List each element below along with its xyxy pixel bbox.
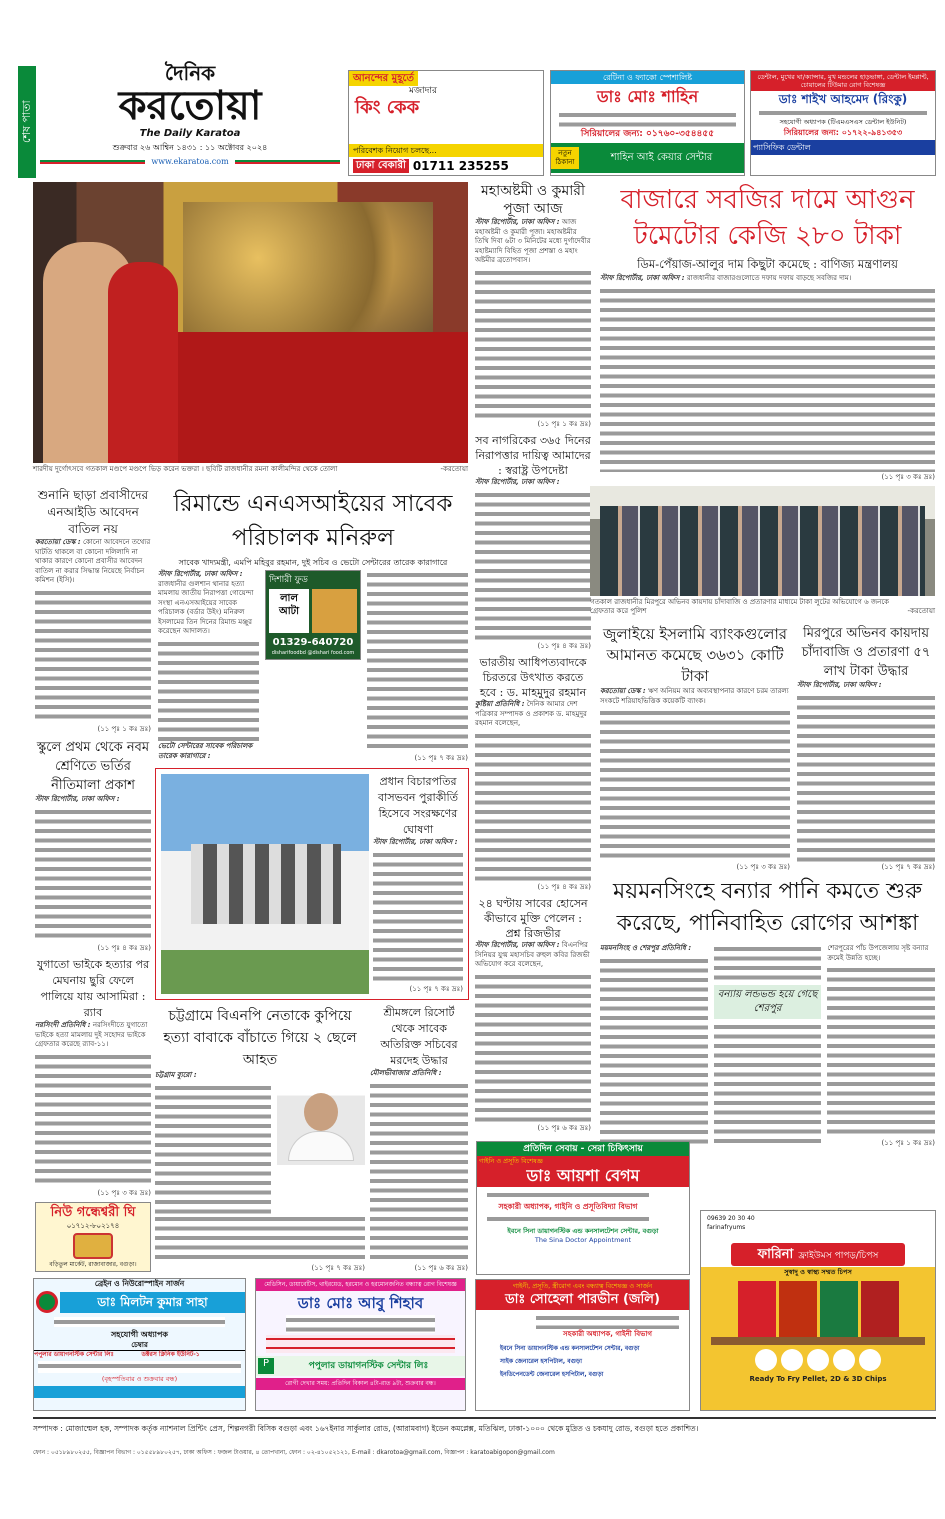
ad-center: পপুলার ডায়াগনস্টিক সেন্টার লিঃ — [34, 1351, 114, 1358]
headline-vegetables[interactable]: বাজারে সবজির দামে আগুন টমেটোর কেজি ২৮০ টাকা — [620, 185, 915, 251]
ad-designation: সহযোগী অধ্যাপক (টিএমএসএস ডেন্টাল ইউনিট) — [779, 118, 907, 126]
byline: স্টাফ রিপোর্টার, ঢাকা অফিস : — [797, 681, 882, 689]
masthead-prefix: দৈনিক — [164, 61, 216, 85]
ad-center: ইনডিপেনডেন্ট জেনারেল হসপিটাল, বগুড়া — [500, 1371, 604, 1378]
story-vegetables — [600, 274, 935, 284]
continued: (১১ পৃঃ ৬ কঃ দ্রঃ) — [414, 1264, 468, 1272]
continued: (১১ পৃঃ ৭ কঃ দ্রঃ) — [414, 754, 468, 762]
continued: (১১ পৃঃ ১ কঃ দ্রঃ) — [881, 1139, 936, 1147]
lead-story — [600, 182, 935, 482]
byline: কুষ্টিয়া প্রতিনিধি : — [475, 700, 525, 708]
masthead — [40, 62, 340, 180]
ad-doctor: ডাঃ মিলটন কুমার সাহা — [60, 1292, 245, 1313]
ad-dr-ayesha — [476, 1141, 690, 1275]
continued: (১১ পৃঃ ৩ কঃ দ্রঃ) — [97, 1189, 151, 1197]
ad-social: disharifoodbd @dishari food.com — [271, 650, 355, 656]
contact-info: ফোন : ০৫১৮৯৮০২৫৫, বিজ্ঞাপন বিভাগ : ০১৫৫৮৯৮০২৫৭, ঢাকা অফিস : ফজল টাওয়ার, ৪ তোপখানা, ফোন : ০২-৪১০৫২১২১, E-mail : dkarotoa@gmail.com, বিজ্ঞাপন : karatoabigopon@gmail.com — [33, 1449, 555, 1456]
byline: ময়মনসিংহ ও শেরপুর প্রতিনিধি : — [600, 944, 692, 952]
section-strip: শেষ পাতা — [18, 66, 36, 178]
story-text: রাজধানীর বাজারগুলোতে দফায় দফায় বাড়ছে সবজির দাম। — [686, 274, 852, 282]
story-india-lines — [475, 731, 591, 883]
story-saber-lines — [475, 972, 591, 1124]
ad-product: কিং কেক — [355, 97, 420, 118]
byline: স্টাফ রিপোর্টার, ঢাকা অফিস : — [158, 570, 243, 578]
story-text: নরসিংদীতে যুগাতো ভাইকে হত্যা মামলায় দুই সহোদর ভাইকে গ্রেফতার করেছে র‌্যাব-১১। — [35, 1021, 148, 1048]
caption-credit: -করতোয়া — [440, 465, 468, 473]
ad-header: ব্রেইন ও নিউরোস্পাইন সার্জন — [94, 1279, 185, 1288]
bank-story — [600, 624, 790, 872]
ad-notice: পরিবেশক নিয়োগ চলছে... — [349, 144, 543, 157]
ad-brand: দিশারী ফুড — [269, 575, 308, 585]
story-text: বিএনপির সিনিয়র যুগ্ম মহাসচিব রুহুল কবির রিজভী অভিযোগ করে বলেছেন, — [475, 941, 590, 968]
remand-sublead: ভেটো সেন্টারের সাবেক পরিচালক তারেক কারাগারে : — [158, 742, 253, 760]
ad-note: (বৃহস্পতিবার ও শুক্রবার বন্ধ) — [101, 1375, 178, 1383]
byline: করতোয়া ডেস্ক : — [35, 538, 81, 546]
headline-ctg[interactable]: চট্টগ্রামে বিএনপি নেতাকে কুপিয়ে হত্যা বাবাকে বাঁচাতে গিয়ে ২ ছেলে আহত — [163, 1008, 357, 1068]
headline-chief-justice[interactable]: প্রধান বিচারপতির বাসভবন পুরাকীর্তি হিসেবে সংরক্ষণের ঘোষণা — [378, 775, 458, 836]
ad-center: সাইক জেনারেল হসপিটাল, বগুড়া — [500, 1358, 582, 1365]
byline: স্টাফ রিপোর্টার, ঢাকা অফিস : — [475, 478, 560, 486]
headline-remand[interactable]: রিমান্ডে এনএসআইয়ের সাবেক পরিচালক মনিরুল — [173, 491, 453, 551]
story-srimangal — [370, 1081, 468, 1264]
subheadline-vegetables: ডিম-পেঁয়াজ-আলুর দাম কিছুটা কমেছে : বাণিজ্য মন্ত্রণালয় — [637, 257, 898, 271]
story-puja — [475, 218, 591, 266]
story-text: দৈনিক আমার দেশ পত্রিকার সম্পাদক ও প্রকাশক ড. মাহমুদুর রহমান বলেছেন, — [475, 700, 587, 727]
caption-credit: -করতোয়া — [907, 607, 935, 615]
headline-bank[interactable]: জুলাইয়ে ইসলামি ব্যাংকগুলোর আমানত কমেছে ৩৬৩১ কোটি টাকা — [602, 625, 788, 685]
caption-text: গতকাল রাজধানীর মিরপুরে অভিনব কায়দায় চাঁদাবাজি ও প্রতারণার মাধ্যমে টাকা লুটের অভিযোগে ৬ জনকে গ্রেফতার করে পুলিশ — [590, 598, 890, 615]
byline: করতোয়া ডেস্ক : — [600, 687, 646, 695]
ad-center: ইবনে সিনা ডায়াগনস্টিক এন্ড কনসালটেশন সেন্টার, বগুড়া — [500, 1345, 640, 1352]
ad-dr-shahin — [550, 70, 745, 176]
issue-date: শুক্রবার ২৬ আশ্বিন ১৪৩১ : ১১ অক্টোবর ২০২৪ — [112, 143, 268, 152]
story-security — [475, 490, 591, 642]
story-remand-lines — [158, 639, 259, 743]
ad-phone: ০১৭১২-৮০২১৭৪ — [66, 1222, 120, 1230]
ad-brand: ফারিনা — [757, 1247, 794, 1262]
chief-justice-box — [155, 768, 469, 1000]
ad-product: লাল আটা — [269, 589, 309, 633]
ad-social: farinafryums — [707, 1224, 746, 1231]
byline: নরসিংদী প্রতিনিধি : — [35, 1021, 91, 1029]
ad-specialty: গাইনি ও প্রসূতি বিশেষজ্ঞ — [479, 1157, 543, 1165]
ad-dr-abu-shihab — [255, 1278, 466, 1411]
ad-header: রেটিনা ও ফ্যাকো স্পেশালিষ্ট — [551, 71, 744, 84]
continued: (১১ পৃঃ ৪ কঃ দ্রঃ) — [537, 883, 591, 891]
website-link[interactable]: www.ekaratoa.com — [151, 157, 229, 166]
headline-nid[interactable]: শুনানি ছাড়া প্রবাসীদের এনআইডি আবেদন বাতিল নয় — [37, 488, 149, 536]
ad-phone: 09639 20 30 40 — [707, 1215, 755, 1222]
headline-school[interactable]: স্কুলে প্রথম থেকে নবম শ্রেণিতে ভর্তির নীতিমালা প্রকাশ — [36, 740, 150, 793]
ad-doctor: ডাঃ সোহেলা পারভীন (জলি) — [505, 1292, 660, 1307]
residence-photo — [161, 774, 369, 994]
story-flood-lines — [714, 1022, 822, 1148]
ad-center: ইবনে সিনা ডায়াগনস্টিক এন্ড কনসালটেশন সেন্টার, বগুড়া — [507, 1227, 659, 1235]
english-name: The Daily Karatoa — [139, 128, 241, 139]
ad-serial: সিরিয়ালের জন্য: ০১৭২২-৯৪১৩৫৩ — [783, 128, 903, 137]
continued: (১১ পৃঃ ৪ কঃ দ্রঃ) — [537, 642, 591, 650]
continued: (১১ পৃঃ ৭ কঃ দ্রঃ) — [409, 985, 463, 993]
headline-srimangal[interactable]: শ্রীমঙ্গলে রিসোর্ট থেকে সাবেক অতিরিক্ত সচিবের মরদেহ উদ্ধার — [380, 1006, 458, 1067]
column-briefs — [475, 182, 591, 1137]
ad-center: পপুলার ডায়াগনস্টিক সেন্টার লিঃ — [308, 1361, 429, 1371]
ad-doctor: ডাঃ শাইখ আহমেদ (রিংকু) — [778, 92, 908, 106]
ad-english: Ready To Fry Pellet, 2D & 3D Chips — [749, 1375, 887, 1383]
ad-tag: নতুন ঠিকানা — [551, 147, 579, 169]
ad-designation: সহকারী অধ্যাপক, গাইনি ও প্রসূতিবিদ্যা বিভাগ — [498, 1202, 638, 1211]
story-flood — [600, 956, 708, 1149]
ad-brand: নিউ গন্ধেশ্বরী ঘি — [50, 1205, 136, 1220]
ad-header: ডেন্টাল, মুখের ঘা/ক্যান্সার, মুখ মন্ডলের হাড়ভাঙ্গা, ডেন্টাল ইমপ্লান্ট, চোয়ালের টিউমার রোগ বিশেষজ্ঞ — [751, 71, 935, 91]
story-puja-lines — [475, 268, 591, 420]
byline: মৌলভীবাজার প্রতিনিধি : — [370, 1069, 442, 1077]
story-bank — [600, 687, 790, 706]
ad-address: বড়িতুল মার্কেট, রাজাবাজার, বগুড়া। — [49, 1261, 137, 1268]
story-saber — [475, 941, 591, 970]
ad-product: ফ্রাইউমস পাপড়/চিপস — [798, 1251, 879, 1261]
headline-mirpur[interactable]: মিরপুরে অভিনব কায়দায় চাঁদাবাজি ও প্রতারণা ৫৭ লাখ টাকা উদ্ধার — [801, 626, 931, 679]
emblem-icon — [36, 1291, 58, 1313]
ad-king-cake — [348, 70, 544, 176]
story-mirpur — [797, 693, 935, 863]
story-text: আজ মহাঅষ্টমী ও কুমারী পূজা। মহাঅষ্টমীর তিথি দিবা ৬টা ৩ মিনিটের মধ্যে দুর্গাদেবীর মহাষ্টম্যাদি বিহিত পূজা প্রশস্তা ও মহাং অষ্টমীর ব্রতোপবাস। — [475, 218, 591, 264]
subheadline-remand: সাবেক খাদ্যমন্ত্রী, এমপি মহিবুর রহমান, দুই সচিব ও ভেটো সেন্টারের তারেক কারাগারে — [178, 558, 448, 567]
ad-chamber: চেম্বার — [34, 1340, 245, 1351]
continued: (১১ পৃঃ ১ কঃ দ্রঃ) — [97, 725, 151, 733]
ad-sub: মজাদার — [409, 86, 437, 96]
caption-text: শারদীয় দুর্গোৎসবে গতকাল মণ্ডপে মণ্ডপে ভিড় করেন ভক্তরা । ছবিটি রাজধানীর রমনা কালীমন্দির থেকে তোলা — [33, 465, 338, 473]
continued: (১১ পৃঃ ৩ কঃ দ্রঃ) — [881, 473, 935, 481]
ad-doctor: ডাঃ মোঃ আবু শিহাব — [297, 1294, 424, 1312]
headline-security[interactable]: সব নাগরিকের ৩৬৫ দিনের নিরাপত্তার দায়িত্ব আমাদের : স্বরাষ্ট্র উপদেষ্টা — [475, 434, 591, 477]
footer-rule — [33, 1417, 936, 1419]
story-text: শেরপুরের পাঁচ উপজেলায় সৃষ্ট বন্যার ক্রমেই উন্নতি হচ্ছে। — [827, 944, 929, 962]
ad-doctor: ডাঃ আয়শা বেগম — [526, 1166, 640, 1185]
popular-logo-icon: P — [258, 1358, 274, 1374]
byline: স্টাফ রিপোর্টার, ঢাকা অফিস : — [600, 274, 685, 282]
story-chief-justice — [373, 850, 463, 985]
story-india — [475, 700, 591, 729]
photo-caption — [33, 465, 468, 474]
headline-meghna[interactable]: যুগাতো ভাইকে হত্যার পর মেঘনায় ছুরি ফেলে পালিয়ে যায় আসামিরা : র‌্যাব — [36, 958, 150, 1019]
byline: স্টাফ রিপোর্টার, ঢাকা অফিস : — [475, 218, 560, 226]
continued: (১১ পৃঃ ৭ কঃ দ্রঃ) — [311, 1264, 365, 1272]
durga-puja-photo — [33, 182, 468, 463]
byline: স্টাফ রিপোর্টার, ঢাকা অফিস : — [35, 795, 120, 803]
byline: স্টাফ রিপোর্টার, ঢাকা অফিস : — [373, 838, 458, 846]
continued: (১১ পৃঃ ৩ কঃ দ্রঃ) — [736, 863, 790, 871]
headline-saber[interactable]: ২৪ ঘণ্টায় সাবের হোসেন কীভাবে মুক্তি পেলেন : প্রশ্ন রিজভীর — [478, 897, 588, 940]
ad-ghee — [35, 1202, 151, 1272]
ad-header: প্রতিদিন সেবায় - সেরা চিকিৎসায় — [477, 1142, 689, 1156]
story-text: রাজধানীর গুলশান থানার হত্যা মামলায় জাতীয় নিরাপত্তা গোয়েন্দা সংস্থা এনএসআইয়ের সাবেক পরিচালক (বর্ডার উইং) মনিরুল ইসলামের তিন দিনের রিমান্ড মঞ্জুর করেছেন আদালত। — [158, 579, 254, 635]
headline-puja[interactable]: মহাঅষ্টমী ও কুমারী পূজা আজ — [480, 183, 586, 217]
ad-timing: রোগী দেখার সময়: প্রতিদিন বিকাল ৪টা-রাত ৯টা, শুক্রবার বন্ধ। — [256, 1378, 465, 1390]
ad-header: মেডিসিন, ডায়াবেটিস, থাইরয়েড, হরমোন ও হরমোনজনিত বন্ধ্যাত্ব রোগ বিশেষজ্ঞ — [256, 1279, 465, 1291]
headline-india[interactable]: ভারতীয় আধিপত্যবাদকে চিরতরে উৎখাত করতে হবে : ড. মাহমুদুর রহমান — [479, 656, 587, 699]
ad-center: প্যাসিফিক ডেন্টাল — [751, 140, 935, 155]
ad-dishari-atta — [265, 570, 361, 660]
continued: (১১ পৃঃ ১ কঃ দ্রঃ) — [537, 420, 591, 428]
ad-tagline: আনন্দের মুহূর্তে — [349, 71, 418, 86]
ad-phone: 01711 235255 — [412, 159, 509, 173]
story-nid-lines — [35, 588, 151, 725]
column-left — [35, 487, 151, 1272]
srimangal-story — [370, 1005, 468, 1273]
story-school — [35, 807, 151, 944]
continued: (১১ পৃঃ ৭ কঃ দ্রঃ) — [881, 863, 935, 871]
ad-farina — [700, 1210, 936, 1411]
ad-appointment: The Sina Doctor Appointment — [534, 1236, 632, 1244]
story-flood-lines — [827, 965, 935, 1138]
ad-designation: সহযোগী অধ্যাপক — [110, 1330, 169, 1339]
story-nid — [35, 538, 151, 586]
victim-photo — [277, 1083, 365, 1165]
byline: চট্টগ্রাম ব্যুরো : — [155, 1071, 197, 1079]
byline: স্টাফ রিপোর্টার, ঢাকা অফিস : — [475, 941, 560, 949]
story-bank-lines — [600, 708, 790, 862]
remand-story — [158, 487, 468, 763]
ad-dr-shaikh — [750, 70, 936, 176]
story-text: ঋণ অনিয়ম আর অব্যবস্থাপনার কারণে চরম তারল্য সংকটে শরিয়াহভিত্তিক কয়েকটি ব্যাংক। — [600, 687, 789, 705]
story-vegetables-lines — [600, 286, 935, 473]
ad-header: গাইনী, প্রসূতি, স্ত্রীরোগ এবং বন্ধ্যাত্ব বিশেষজ্ঞ ও সার্জন — [512, 1282, 653, 1290]
story-remand — [158, 570, 259, 637]
ad-dr-milton — [33, 1278, 246, 1411]
ad-serial: সিরিয়ালের জন্য: ০১৭৬০-৩৫৪৪৫৫ — [580, 129, 715, 139]
story-meghna — [35, 1021, 151, 1050]
arrest-photo — [590, 486, 935, 596]
newspaper-logo: করতোয়া — [118, 82, 262, 129]
story-remand-lines — [367, 570, 468, 753]
ad-dr-sohela — [475, 1279, 690, 1411]
story-ctg — [155, 1214, 365, 1263]
ad-brand: ঢাকা বেকারী — [353, 159, 409, 173]
ad-designation: সহকারী অধ্যাপক, গাইনী বিভাগ — [563, 1330, 652, 1338]
continued: (১১ পৃঃ ৪ কঃ দ্রঃ) — [97, 944, 151, 952]
ad-tagline: সুস্বাদু ও স্বাস্থ্য সম্মত চিপস — [784, 1268, 852, 1276]
ad-doctor: ডাঃ মোঃ শাহিন — [596, 87, 699, 106]
flood-box: বন্যায় লন্ডভন্ড হয়ে গেছে শেরপুর — [714, 985, 822, 1019]
arrest-caption — [590, 598, 935, 616]
mirpur-story — [797, 624, 935, 872]
story-meghna-lines — [35, 1052, 151, 1189]
continued: (১১ পৃঃ ৬ কঃ দ্রঃ) — [537, 1124, 591, 1132]
flood-story — [600, 876, 935, 1148]
story-text: কোনো আবেদনে তথ্যের ঘাটতি থাকলে বা কোনো দলিলাদি না থাকার কারণে কোনো প্রবাসীর আবেদন বাতিল না করার সিদ্ধান্ত নিয়েছে নির্বাচন কমিশন (ইসি)। — [35, 538, 151, 584]
headline-flood[interactable]: ময়মনসিংহে বন্যার পানি কমতে শুরু করেছে, পানিবাহিত রোগের আশঙ্কা — [613, 879, 922, 936]
ad-phone: 01329-640720 — [272, 637, 354, 648]
imprint: সম্পাদক : মোজাম্মেল হক, সম্পাদক কর্তৃক ন্যাশনাল প্রিন্টিং প্রেস, শিল্পনগরী বিসিক বগুড়া এবং ১৬৭ইনার সার্কুলার রোড, (আরামবাগ) ইডেন কমপ্লেক্স, মতিঝিল, ঢাকা-১০০০ থেকে মুদ্রিত ও চকযাদু রোড, বগুড়া হতে প্রকাশিত। — [33, 1424, 699, 1433]
ad-center: ডক্টরস ক্লিনিক ইউনিট-১ — [141, 1351, 200, 1358]
ad-center: শাহিন আই কেয়ার সেন্টার — [610, 151, 713, 163]
ctg-story — [155, 1005, 365, 1273]
